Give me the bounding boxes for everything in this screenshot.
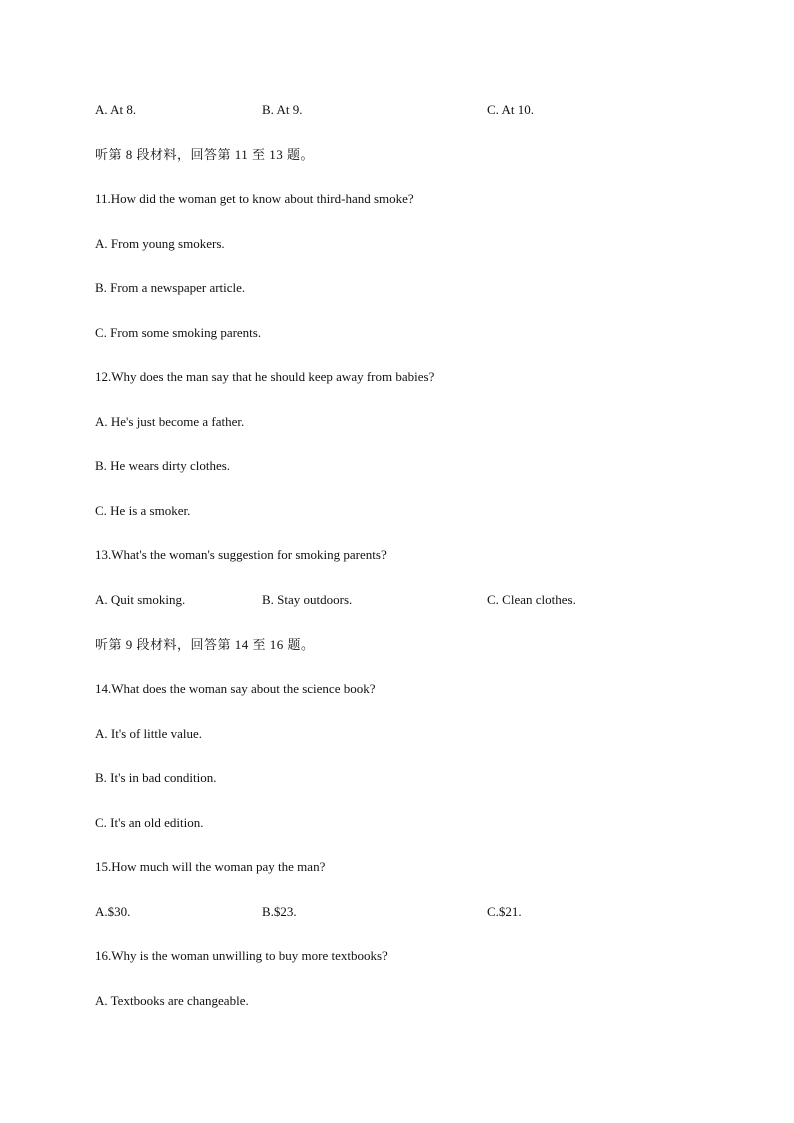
question-11: 11.How did the woman get to know about third-hand smoke? (95, 191, 414, 206)
section-9-instruction: 听第 9 段材料，回答第 14 至 16 题。 (95, 637, 315, 652)
q13-option-c: C. Clean clothes. (487, 592, 576, 607)
q16-option-a: A. Textbooks are changeable. (95, 993, 249, 1008)
q10-option-c: C. At 10. (487, 102, 534, 117)
q10-option-b: B. At 9. (262, 102, 303, 117)
q11-option-a: A. From young smokers. (95, 236, 225, 251)
q12-option-a: A. He's just become a father. (95, 414, 245, 429)
q12-option-c: C. He is a smoker. (95, 503, 191, 518)
question-15: 15.How much will the woman pay the man? (95, 859, 326, 874)
q15-option-b: B.$23. (262, 904, 297, 919)
question-13: 13.What's the woman's suggestion for smoking parents? (95, 547, 387, 562)
section-8-instruction: 听第 8 段材料，回答第 11 至 13 题。 (95, 147, 315, 162)
q10-options-row (0, 101, 794, 119)
q15-option-a: A.$30. (95, 904, 131, 919)
q14-option-b: B. It's in bad condition. (95, 770, 217, 785)
q15-options-row (0, 903, 794, 921)
q10-option-a: A. At 8. (95, 102, 137, 117)
question-14: 14.What does the woman say about the science book? (95, 681, 376, 696)
q13-options-row (0, 591, 794, 609)
q11-option-c: C. From some smoking parents. (95, 325, 262, 340)
q12-option-b: B. He wears dirty clothes. (95, 458, 231, 473)
q13-option-a: A. Quit smoking. (95, 592, 186, 607)
question-12: 12.Why does the man say that he should keep away from babies? (95, 369, 435, 384)
q13-option-b: B. Stay outdoors. (262, 592, 353, 607)
q14-option-a: A. It's of little value. (95, 726, 203, 741)
q11-option-b: B. From a newspaper article. (95, 280, 246, 295)
question-16: 16.Why is the woman unwilling to buy more textbooks? (95, 948, 388, 963)
q15-option-c: C.$21. (487, 904, 522, 919)
q14-option-c: C. It's an old edition. (95, 815, 204, 830)
